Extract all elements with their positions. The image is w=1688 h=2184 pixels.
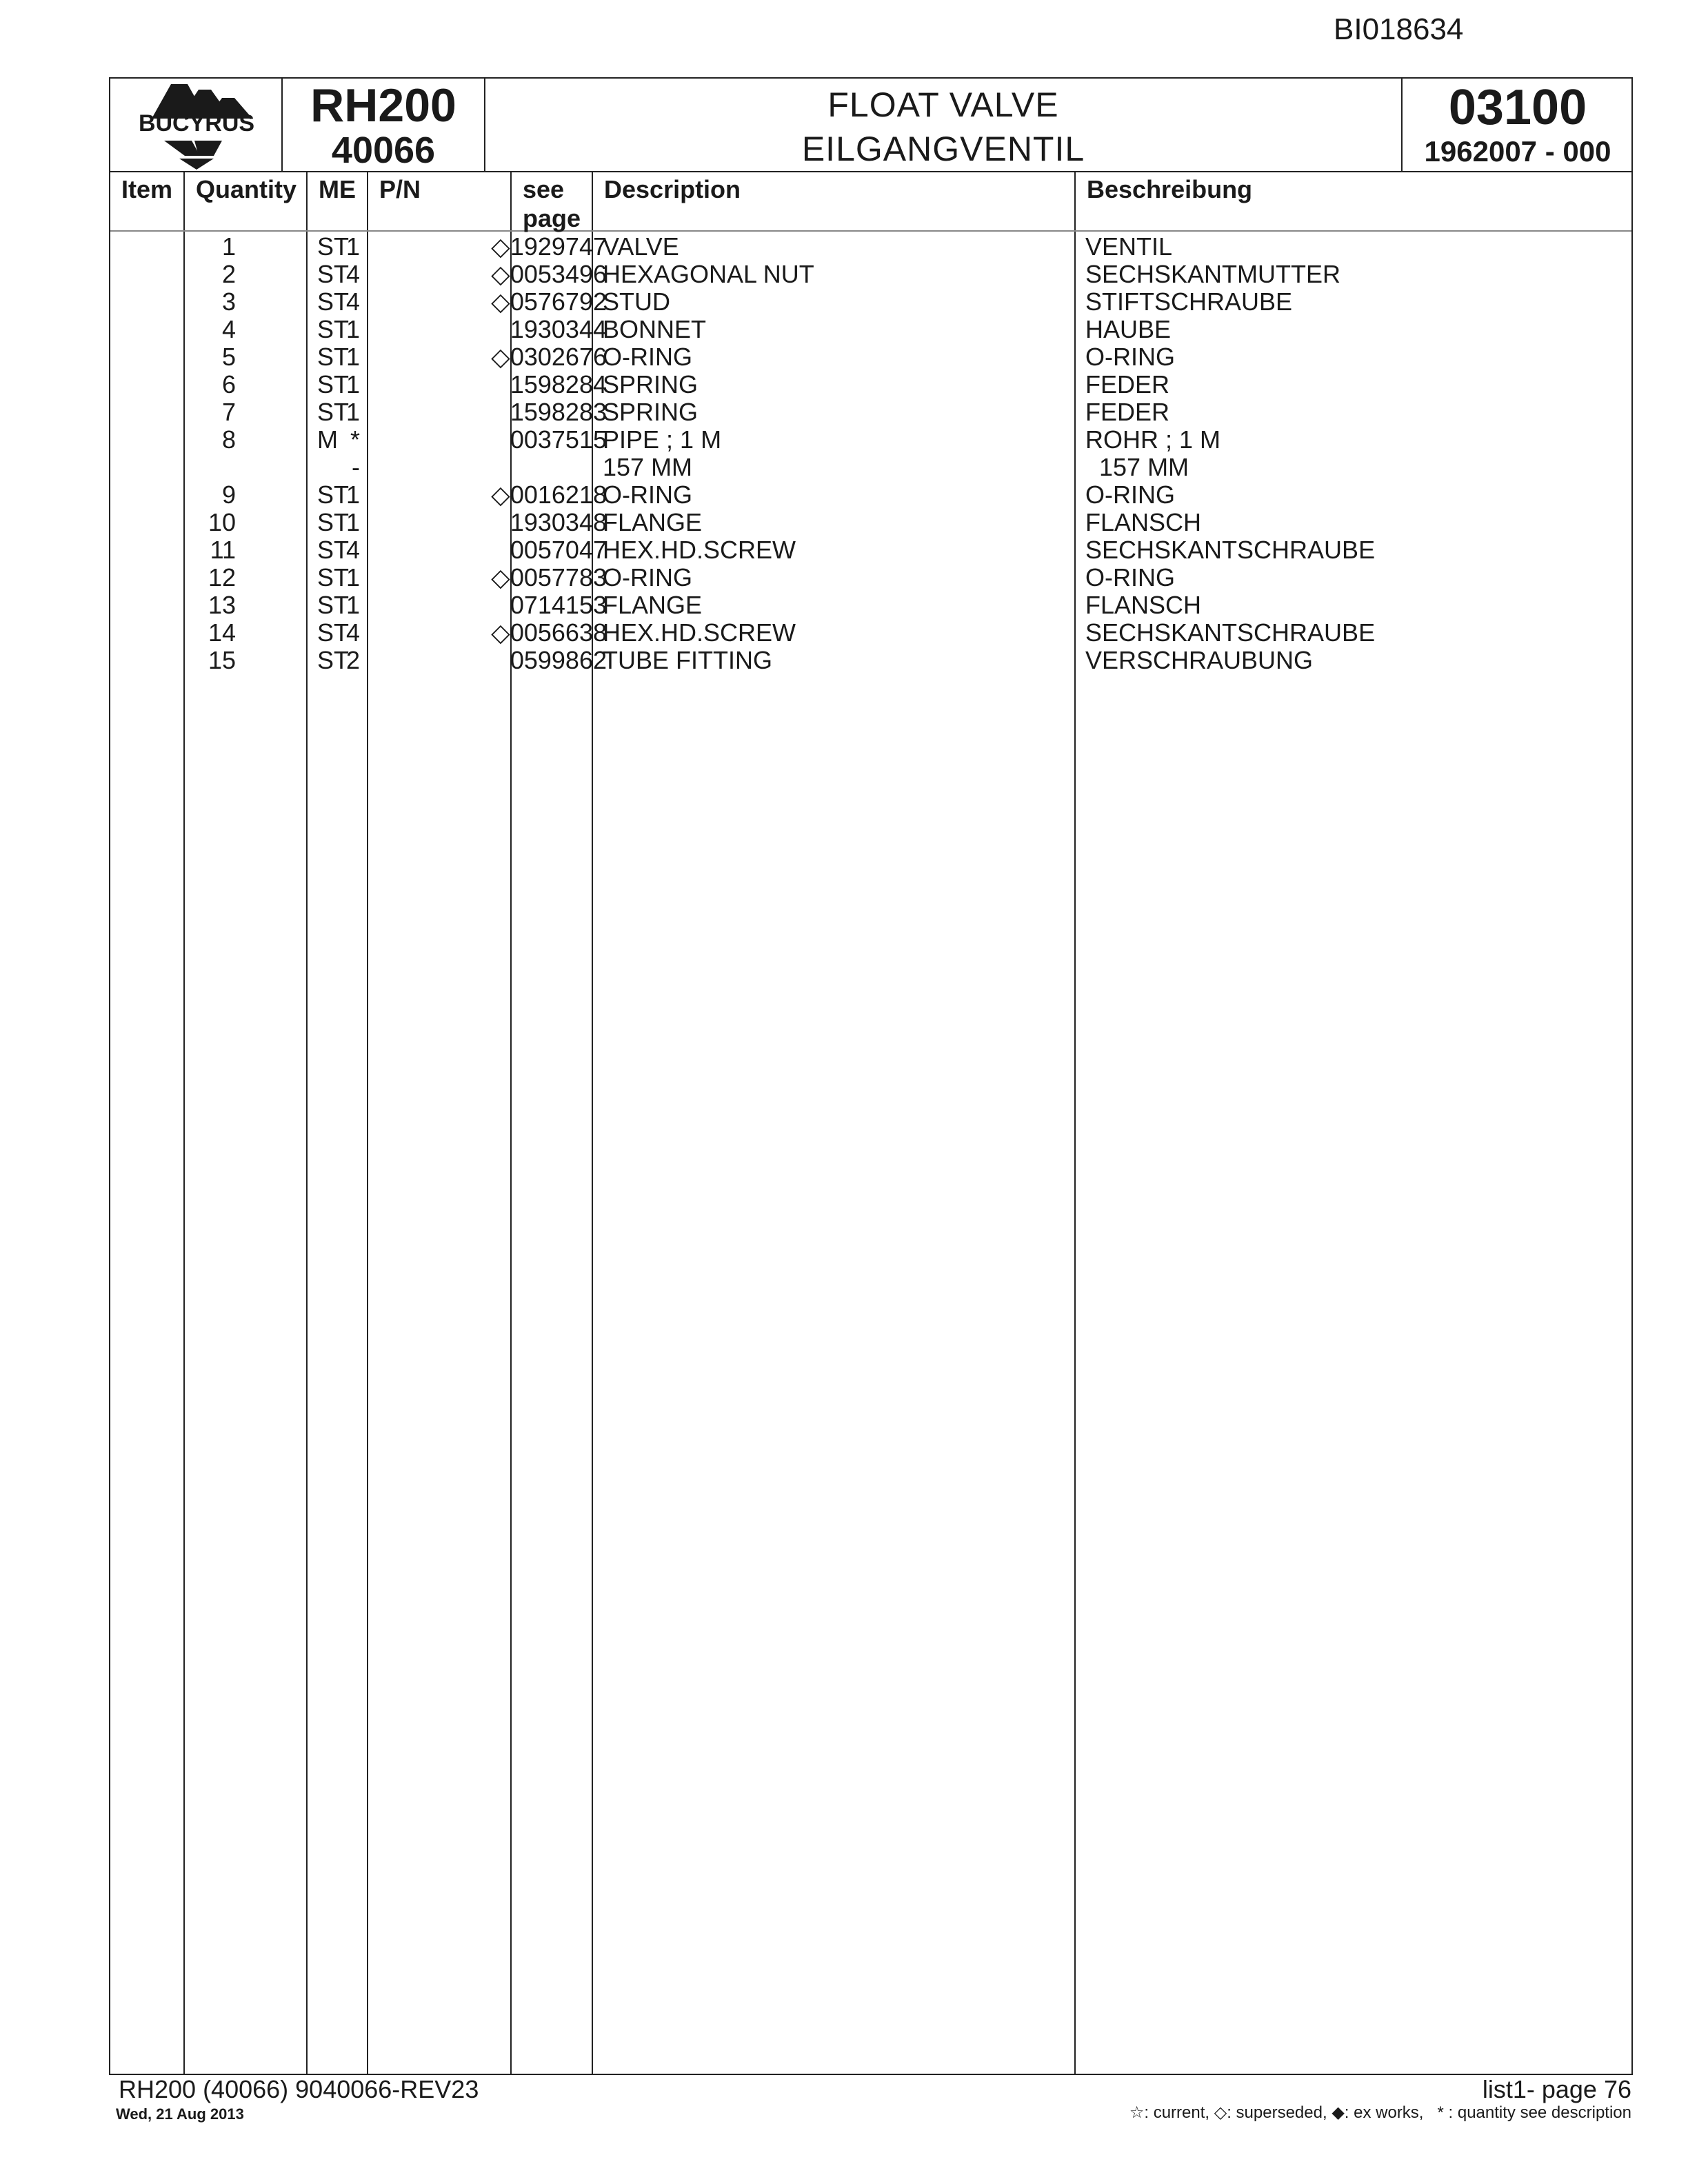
item-number: 2	[221, 260, 236, 288]
description: BONNET	[603, 315, 707, 343]
table-row	[110, 647, 1631, 674]
description: HEXAGONAL NUT	[603, 260, 814, 288]
description-german: VENTIL	[1085, 232, 1173, 261]
table-row	[110, 426, 1631, 454]
footer-page: list1- page 76	[1482, 2075, 1631, 2103]
diamond-outline-icon: ◇	[1214, 2103, 1227, 2122]
parts-table	[109, 172, 1633, 2075]
column-header-me: ME	[319, 175, 356, 203]
part-number: 0057047	[510, 536, 607, 564]
table-row	[110, 536, 1631, 564]
item-number: 9	[221, 481, 236, 509]
quantity: 4	[345, 260, 360, 288]
item-number: 6	[221, 370, 236, 398]
table-row	[110, 371, 1631, 398]
unit-of-measure: ST	[317, 508, 350, 536]
unit-of-measure: ST	[317, 232, 350, 261]
description-german: SECHSKANTSCHRAUBE	[1085, 618, 1376, 647]
group-number: 03100	[1448, 80, 1587, 135]
description-german: 157 MM	[1085, 453, 1189, 481]
part-number-cell	[491, 481, 607, 509]
item-number: 1	[221, 232, 236, 261]
part-number: 0056638	[510, 618, 607, 647]
column-header-see: see	[523, 175, 565, 203]
description-german: ROHR ; 1 M	[1085, 425, 1221, 454]
description: FLANGE	[603, 508, 703, 536]
description-german: SECHSKANTSCHRAUBE	[1085, 536, 1376, 564]
table-row	[110, 564, 1631, 592]
unit-of-measure: ST	[317, 536, 350, 564]
description-german: HAUBE	[1085, 315, 1172, 343]
description: SPRING	[603, 398, 699, 426]
part-number-cell	[491, 261, 607, 288]
description: PIPE ; 1 M	[603, 425, 722, 454]
item-number: 7	[221, 398, 236, 426]
column-header-quantity: Quantity	[196, 175, 297, 203]
unit-of-measure: ST	[317, 370, 350, 398]
part-number: 0714153	[510, 591, 607, 619]
description: HEX.HD.SCREW	[603, 536, 796, 564]
diamond-filled-icon: ◆	[1332, 2103, 1345, 2122]
parts-header	[109, 77, 1633, 172]
header-divider	[110, 230, 1631, 232]
table-row	[110, 316, 1631, 343]
description-german: VERSCHRAUBUNG	[1085, 646, 1314, 674]
superseded-diamond-icon: ◇	[491, 343, 510, 371]
quantity: 1	[345, 398, 360, 426]
superseded-diamond-icon: ◇	[491, 481, 510, 509]
column-header-see-page	[523, 175, 581, 233]
item-number: 10	[208, 508, 236, 536]
table-row	[110, 288, 1631, 316]
logo-text: BUCYRUS	[138, 110, 255, 136]
unit-of-measure: ST	[317, 591, 350, 619]
item-number: 4	[221, 315, 236, 343]
item-number: 11	[210, 536, 236, 564]
quantity: 1	[345, 591, 360, 619]
unit-of-measure: M	[317, 425, 338, 454]
part-number-cell	[491, 343, 607, 371]
part-number: 1598283	[510, 398, 607, 426]
part-number: 1930344	[510, 315, 607, 343]
part-number: 0016218	[510, 481, 607, 509]
unit-of-measure: ST	[317, 481, 350, 509]
column-header-description: Description	[604, 175, 741, 203]
quantity: 4	[345, 287, 360, 316]
part-number-cell	[510, 536, 607, 564]
description: O-RING	[603, 481, 692, 509]
description: TUBE FITTING	[603, 646, 772, 674]
description: STUD	[603, 287, 670, 316]
column-header-page: page	[523, 204, 581, 232]
superseded-diamond-icon: ◇	[491, 618, 510, 647]
table-row	[110, 509, 1631, 536]
unit-of-measure: ST	[317, 398, 350, 426]
quantity: 1	[345, 232, 360, 261]
description-german: O-RING	[1085, 343, 1175, 371]
description: 157 MM	[603, 453, 693, 481]
table-row	[110, 233, 1631, 261]
unit-of-measure: ST	[317, 287, 350, 316]
part-number-cell	[491, 619, 607, 647]
quantity: 1	[345, 343, 360, 371]
table-row	[110, 398, 1631, 426]
part-number: 0576792	[510, 287, 607, 316]
unit-of-measure: ST	[317, 646, 350, 674]
legend-superseded: : superseded,	[1227, 2103, 1327, 2122]
item-number: 15	[208, 646, 236, 674]
superseded-diamond-icon: ◇	[491, 287, 510, 316]
bucyrus-logo	[110, 79, 283, 172]
part-number-cell	[510, 509, 607, 536]
description-german: FLANSCH	[1085, 591, 1202, 619]
description-german: STIFTSCHRAUBE	[1085, 287, 1293, 316]
part-number: 0599862	[510, 646, 607, 674]
part-number-cell	[491, 564, 607, 592]
description-german: O-RING	[1085, 481, 1175, 509]
model-number: 40066	[331, 130, 436, 171]
item-number: 8	[221, 425, 236, 454]
description: VALVE	[603, 232, 679, 261]
part-number: 0053496	[510, 260, 607, 288]
quantity: 2	[345, 646, 360, 674]
legend-ex-works: : ex works,	[1344, 2103, 1424, 2122]
description-german: SECHSKANTMUTTER	[1085, 260, 1341, 288]
unit-of-measure: ST	[317, 343, 350, 371]
footer-date: Wed, 21 Aug 2013	[116, 2105, 244, 2123]
table-row	[110, 619, 1631, 647]
unit-of-measure: ST	[317, 618, 350, 647]
footer-document-ref: RH200 (40066) 9040066-REV23	[119, 2075, 479, 2103]
part-number: 1930348	[510, 508, 607, 536]
description: SPRING	[603, 370, 699, 398]
model-cell	[283, 79, 485, 172]
superseded-diamond-icon: ◇	[491, 232, 510, 261]
part-number-cell	[510, 592, 607, 619]
part-number: 0057783	[510, 563, 607, 592]
item-number: 5	[221, 343, 236, 371]
unit-of-measure: ST	[317, 260, 350, 288]
superseded-diamond-icon: ◇	[491, 260, 510, 288]
quantity: 1	[345, 563, 360, 592]
superseded-diamond-icon: ◇	[491, 563, 510, 592]
quantity: -	[352, 453, 360, 481]
part-number-cell	[491, 288, 607, 316]
star-outline-icon: ☆	[1129, 2103, 1145, 2122]
part-number-cell	[510, 426, 607, 454]
part-number: 1598284	[510, 370, 607, 398]
unit-of-measure: ST	[317, 563, 350, 592]
title-english: FLOAT VALVE	[827, 85, 1059, 124]
quantity: 1	[345, 508, 360, 536]
quantity: 4	[345, 618, 360, 647]
part-number: 1929747	[510, 232, 607, 261]
part-number-cell	[510, 647, 607, 674]
quantity: 1	[345, 481, 360, 509]
description-german: O-RING	[1085, 563, 1175, 592]
document-id: BI018634	[1334, 12, 1464, 46]
description-german: FLANSCH	[1085, 508, 1202, 536]
column-header-pn: P/N	[379, 175, 421, 203]
table-row	[110, 454, 1631, 481]
model-name: RH200	[310, 79, 456, 132]
symbol-legend	[1129, 2103, 1631, 2123]
description: O-RING	[603, 563, 692, 592]
quantity: 1	[345, 370, 360, 398]
quantity: *	[350, 425, 360, 454]
group-subnumber: 1962007 - 000	[1424, 135, 1611, 168]
part-number-cell	[491, 233, 607, 261]
column-header-beschreibung: Beschreibung	[1087, 175, 1253, 203]
part-number: 0302676	[510, 343, 607, 371]
item-number: 14	[208, 618, 236, 647]
description: FLANGE	[603, 591, 703, 619]
table-row	[110, 592, 1631, 619]
description: O-RING	[603, 343, 692, 371]
table-row	[110, 343, 1631, 371]
item-number: 12	[208, 563, 236, 592]
part-number: 0037515	[510, 425, 607, 454]
description-german: FEDER	[1085, 398, 1170, 426]
table-row	[110, 261, 1631, 288]
part-number-cell	[510, 398, 607, 426]
title-cell	[485, 79, 1403, 172]
logo-cell	[110, 79, 283, 172]
item-number: 3	[221, 287, 236, 316]
description: HEX.HD.SCREW	[603, 618, 796, 647]
item-number: 13	[208, 591, 236, 619]
title-german: EILGANGVENTIL	[801, 130, 1085, 168]
column-header-item: Item	[121, 175, 173, 203]
quantity: 1	[345, 315, 360, 343]
group-cell	[1403, 79, 1633, 172]
legend-current: : current,	[1144, 2103, 1210, 2122]
legend-quantity: * : quantity see description	[1437, 2103, 1631, 2122]
table-row	[110, 481, 1631, 509]
part-number-cell	[510, 316, 607, 343]
description-german: FEDER	[1085, 370, 1170, 398]
unit-of-measure: ST	[317, 315, 350, 343]
part-number-cell	[510, 371, 607, 398]
quantity: 4	[345, 536, 360, 564]
